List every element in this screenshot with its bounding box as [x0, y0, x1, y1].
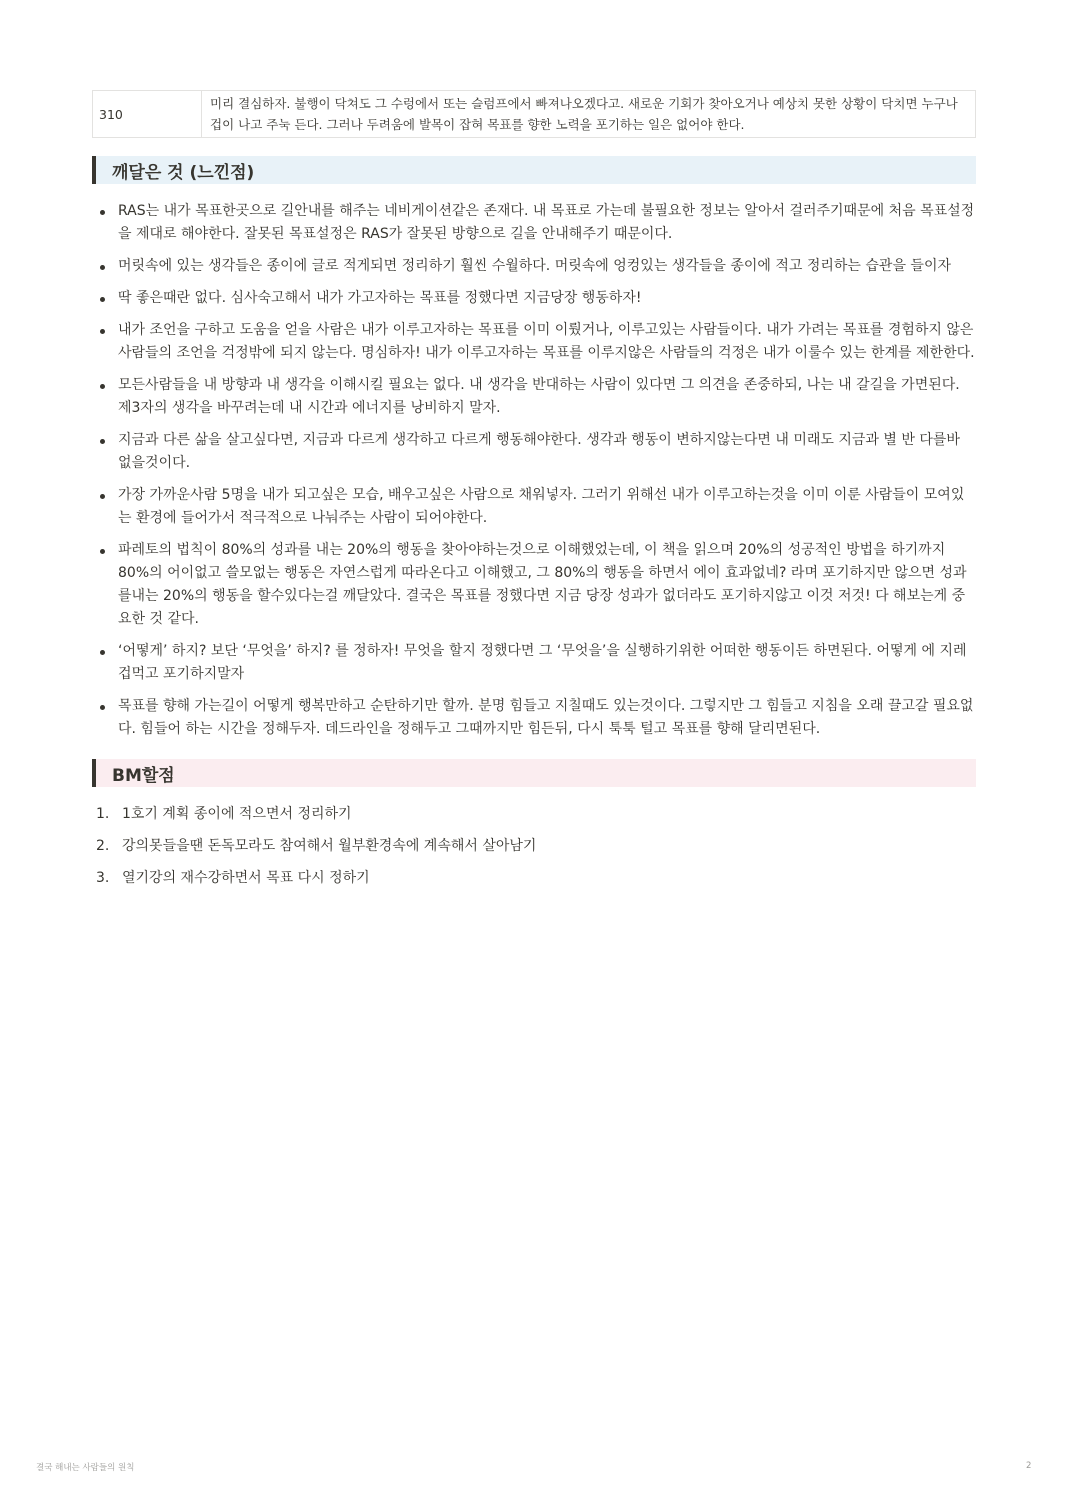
item-text: 강의못들을땐 돈독모라도 참여해서 월부환경속에 계속해서 살아남기: [122, 838, 537, 854]
bullet-icon: [100, 210, 105, 215]
realizations-list: [92, 200, 976, 741]
list-item-text: 머릿속에 있는 생각들은 종이에 글로 적게되면 정리하기 훨씬 수월하다. 머릿속에 엉컹있는 생각들을 종이에 적고 정리하는 습관을 들이자: [118, 258, 951, 274]
table-row: [93, 91, 976, 138]
list-item-text: 내가 조언을 구하고 도움을 얻을 사람은 내가 이루고자하는 목표를 이미 이뤘거나, 이루고있는 사람들이다. 내가 가려는 목표를 경험하지 않은 사람들의 조언을 걱정밖에 되지 않는다. 명심하자! 내가 이루고자하는 목표를 이루지않은 사람들의 걱정은 내가 이룰수 있는 한계를 제한한다.: [118, 322, 975, 361]
list-item-text: ‘어떻게’ 하지? 보단 ‘무엇을’ 하지? 를 정하자! 무엇을 할지 정했다면 그 ‘무엇을’을 실행하기위한 어떠한 행동이든 하면된다. 어떻게 에 지레겁먹고 포기하지말자: [118, 643, 967, 682]
bullet-icon: [100, 265, 105, 270]
bullet-icon: [100, 549, 105, 554]
list-item: [92, 287, 976, 310]
list-item: [92, 319, 976, 365]
list-item-text: 딱 좋은때란 없다. 심사숙고해서 내가 가고자하는 목표를 정했다면 지금당장 행동하자!: [118, 290, 642, 306]
numbered-item: [92, 835, 976, 858]
bullet-icon: [100, 650, 105, 655]
item-number: 2.: [96, 838, 110, 854]
footer-page-number: 2: [1026, 1461, 1032, 1471]
bullet-icon: [100, 439, 105, 444]
bullet-icon: [100, 329, 105, 334]
list-item: [92, 374, 976, 420]
list-item: [92, 695, 976, 741]
list-item: [92, 200, 976, 246]
item-number: 1.: [96, 806, 110, 822]
list-item-text: 파레토의 법칙이 80%의 성과를 내는 20%의 행동을 찾아야하는것으로 이해했었는데, 이 책을 읽으며 20%의 성공적인 방법을 하기까지 80%의 어이없고 쓸모없는 행동은 자연스럽게 따라온다고 이해했고, 그 80%의 행동을 하면서 에이 효과없네? 라며 포기하지만 않으면 성과를내는 20%의 행동을 할수있다는걸 깨달았다. 결국은 목표를 정했다면 지금 당장 성과가 없더라도 포기하지않고 이것 저것! 다 해보는게 중요한 것 같다.: [118, 542, 967, 627]
bm-list: [92, 803, 976, 890]
list-item: [92, 255, 976, 278]
document-page: [92, 90, 976, 899]
numbered-item: [92, 803, 976, 826]
bullet-icon: [100, 297, 105, 302]
list-item: [92, 429, 976, 475]
section-heading-realizations: [92, 156, 976, 184]
list-item: [92, 539, 976, 631]
item-text: 1호기 계획 종이에 적으면서 정리하기: [122, 806, 352, 822]
list-item-text: RAS는 내가 목표한곳으로 길안내를 해주는 네비게이션같은 존재다. 내 목표로 가는데 불필요한 정보는 알아서 걸러주기때문에 처음 목표설정을 제대로 해야한다. 잘못된 목표설정은 RAS가 잘못된 방향으로 길을 안내해주기 때문이다.: [118, 203, 975, 242]
page-number-cell: 310: [93, 91, 202, 138]
list-item: [92, 640, 976, 686]
quote-table: [92, 90, 976, 138]
list-item-text: 지금과 다른 삶을 살고싶다면, 지금과 다르게 생각하고 다르게 행동해야한다. 생각과 행동이 변하지않는다면 내 미래도 지금과 별 반 다를바 없을것이다.: [118, 432, 960, 471]
footer-title: 결국 해내는 사람들의 원칙: [36, 1463, 135, 1473]
bullet-icon: [100, 384, 105, 389]
quote-text-cell: 미리 결심하자. 불행이 닥쳐도 그 수렁에서 또는 슬럼프에서 빠져나오겠다고. 새로운 기회가 찾아오거나 예상치 못한 상황이 닥치면 누구나 겁이 나고 주눅 든다. 그러나 두려움에 발목이 잡혀 목표를 향한 노력을 포기하는 일은 없어야 한다.: [202, 91, 976, 138]
section-heading-text: BM할점: [112, 765, 175, 786]
bullet-icon: [100, 494, 105, 499]
numbered-item: [92, 867, 976, 890]
section-heading-text: 깨달은 것 (느낀점): [112, 162, 255, 183]
list-item-text: 가장 가까운사람 5명을 내가 되고싶은 모습, 배우고싶은 사람으로 채워넣자. 그러기 위해선 내가 이루고하는것을 이미 이룬 사람들이 모여있는 환경에 들어가서 적극적으로 나눠주는 사람이 되어야한다.: [118, 487, 965, 526]
list-item-text: 목표를 향해 가는길이 어떻게 행복만하고 순탄하기만 할까. 분명 힘들고 지칠때도 있는것이다. 그렇지만 그 힘들고 지침을 오래 끌고갈 필요없다. 힘들어 하는 시간을 정해두자. 데드라인을 정해두고 그때까지만 힘든뒤, 다시 툭툭 털고 목표를 향해 달리면된다.: [118, 698, 974, 737]
list-item: [92, 484, 976, 530]
item-number: 3.: [96, 870, 110, 886]
section-heading-bm: [92, 759, 976, 787]
list-item-text: 모든사람들을 내 방향과 내 생각을 이해시킬 필요는 없다. 내 생각을 반대하는 사람이 있다면 그 의견을 존중하되, 나는 내 갈길을 가면된다. 제3자의 생각을 바꾸려는데 내 시간과 에너지를 낭비하지 말자.: [118, 377, 960, 416]
bullet-icon: [100, 705, 105, 710]
item-text: 열기강의 재수강하면서 목표 다시 정하기: [122, 870, 370, 886]
